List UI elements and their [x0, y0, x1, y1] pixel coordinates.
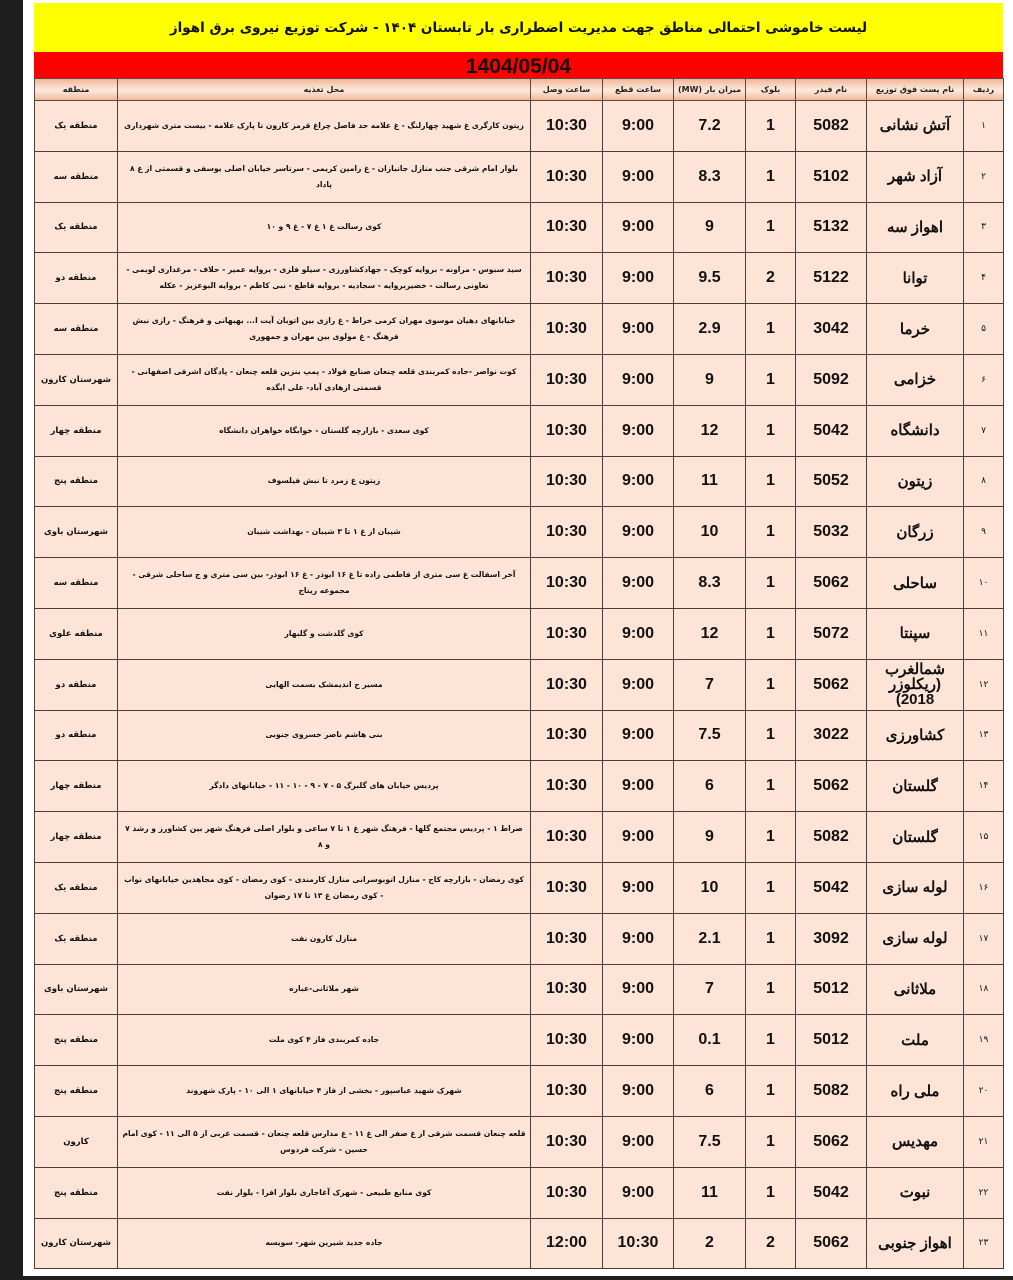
cell-row-no: ۱۶ [964, 862, 1004, 913]
cell-substation: توانا [867, 253, 964, 304]
table-row [35, 1066, 1004, 1117]
cell-block: 1 [746, 558, 796, 609]
cell-feeder: 5062 [796, 1116, 867, 1167]
cell-cut-time: 9:00 [603, 151, 674, 202]
cell-reconnect-time: 10:30 [531, 405, 603, 456]
cell-region: شهرستان کارون [35, 1218, 118, 1269]
cell-cut-time: 9:00 [603, 659, 674, 710]
cell-row-no: ۳ [964, 202, 1004, 253]
table-row [35, 913, 1004, 964]
table-row [35, 1218, 1004, 1269]
cell-feeder: 5052 [796, 456, 867, 507]
cell-reconnect-time: 12:00 [531, 1218, 603, 1269]
cell-row-no: ۱۳ [964, 710, 1004, 761]
cell-location: کوت نواصر -جاده کمربندی قلعه چنعان صنایع فولاد - پمپ بنزین قلعه چنعان - پادگان اشرفی اصفهانی - قسمتی ازهادی آباد- علی ابگده [118, 354, 531, 405]
cell-region: منطقه دو [35, 659, 118, 710]
cell-load-mw: 10 [674, 862, 746, 913]
cell-cut-time: 9:00 [603, 913, 674, 964]
cell-location: مسیر ج اندیمشک بسمت الهایی [118, 659, 531, 710]
cell-region: شهرستان باوی [35, 507, 118, 558]
cell-location: شیبان از غ ۱ تا ۳ شیبان - بهداشت شیبان [118, 507, 531, 558]
cell-cut-time: 9:00 [603, 405, 674, 456]
cell-substation: زرگان [867, 507, 964, 558]
cell-substation: نبوت [867, 1167, 964, 1218]
cell-load-mw: 10 [674, 507, 746, 558]
cell-row-no: ۲۳ [964, 1218, 1004, 1269]
document-page [23, 0, 1013, 1276]
cell-location: کوی گلدشت و گلبهار [118, 608, 531, 659]
table-row [35, 405, 1004, 456]
cell-cut-time: 9:00 [603, 202, 674, 253]
cell-location: منازل کارون نفت [118, 913, 531, 964]
header-substation: نام پست فوق توزیع [867, 79, 964, 101]
table-row [35, 1116, 1004, 1167]
cell-block: 2 [746, 253, 796, 304]
cell-location: صراط ۱ - پردیس مجتمع گلها - فرهنگ شهر غ ۱ تا ۷ ساعی و بلوار اصلی فرهنگ شهر بین کشاورز و رشد ۷ و ۸ [118, 812, 531, 863]
table-row [35, 507, 1004, 558]
cell-substation: ساحلی [867, 558, 964, 609]
document-title: لیست خاموشی احتمالی مناطق جهت مدیریت اضطراری بار تابستان ۱۴۰۴ - شرکت توزیع نیروی برق اهواز [34, 3, 1003, 52]
cell-feeder: 5092 [796, 354, 867, 405]
cell-block: 1 [746, 659, 796, 710]
cell-feeder: 5072 [796, 608, 867, 659]
cell-load-mw: 8.3 [674, 151, 746, 202]
header-row-no: ردیف [964, 79, 1004, 101]
header-block: بلوک [746, 79, 796, 101]
cell-region: شهرستان کارون [35, 354, 118, 405]
cell-reconnect-time: 10:30 [531, 710, 603, 761]
cell-location: کوی منابع طبیعی - شهرک آغاجاری بلوار افرا - بلوار نفت [118, 1167, 531, 1218]
cell-row-no: ۲۲ [964, 1167, 1004, 1218]
cell-cut-time: 10:30 [603, 1218, 674, 1269]
cell-cut-time: 9:00 [603, 710, 674, 761]
cell-feeder: 5082 [796, 812, 867, 863]
cell-block: 1 [746, 1167, 796, 1218]
table-row [35, 253, 1004, 304]
cell-cut-time: 9:00 [603, 507, 674, 558]
cell-load-mw: 9 [674, 202, 746, 253]
cell-block: 1 [746, 1116, 796, 1167]
cell-substation: سپنتا [867, 608, 964, 659]
cell-block: 2 [746, 1218, 796, 1269]
cell-block: 1 [746, 405, 796, 456]
cell-substation: اهواز جنوبی [867, 1218, 964, 1269]
header-region: منطقه [35, 79, 118, 101]
cell-reconnect-time: 10:30 [531, 659, 603, 710]
header-reconnect-time: ساعت وصل [531, 79, 603, 101]
cell-load-mw: 6 [674, 1066, 746, 1117]
cell-block: 1 [746, 608, 796, 659]
cell-cut-time: 9:00 [603, 812, 674, 863]
cell-cut-time: 9:00 [603, 761, 674, 812]
cell-substation: آتش نشانی [867, 101, 964, 152]
cell-substation: کشاورزی [867, 710, 964, 761]
cell-reconnect-time: 10:30 [531, 1066, 603, 1117]
cell-substation: آزاد شهر [867, 151, 964, 202]
outage-table [34, 78, 1004, 1269]
table-row [35, 151, 1004, 202]
cell-block: 1 [746, 913, 796, 964]
cell-reconnect-time: 10:30 [531, 456, 603, 507]
cell-reconnect-time: 10:30 [531, 964, 603, 1015]
table-row [35, 456, 1004, 507]
cell-feeder: 5062 [796, 1218, 867, 1269]
cell-row-no: ۱۷ [964, 913, 1004, 964]
cell-feeder: 5042 [796, 862, 867, 913]
cell-feeder: 5122 [796, 253, 867, 304]
cell-feeder: 3092 [796, 913, 867, 964]
cell-substation: ملی راه [867, 1066, 964, 1117]
table-row [35, 608, 1004, 659]
cell-location: کوی رسالت غ ۱ غ ۷ - غ ۹ و ۱۰ [118, 202, 531, 253]
cell-region: منطقه یک [35, 913, 118, 964]
cell-region: منطقه دو [35, 710, 118, 761]
cell-location: جاده جدید شیرین شهر- سویسه [118, 1218, 531, 1269]
cell-substation: خرما [867, 304, 964, 355]
cell-load-mw: 9 [674, 354, 746, 405]
cell-location: شهرک شهید عباسپور - بخشی از فاز ۴ خیابانهای ۱ الی ۱۰ - پارک شهروند [118, 1066, 531, 1117]
cell-load-mw: 6 [674, 761, 746, 812]
cell-block: 1 [746, 507, 796, 558]
cell-feeder: 5032 [796, 507, 867, 558]
header-load-mw: میزان بار (MW) [674, 79, 746, 101]
header-feeder: نام فیدر [796, 79, 867, 101]
cell-cut-time: 9:00 [603, 101, 674, 152]
cell-substation: گلستان [867, 761, 964, 812]
cell-block: 1 [746, 1066, 796, 1117]
cell-cut-time: 9:00 [603, 354, 674, 405]
cell-cut-time: 9:00 [603, 253, 674, 304]
cell-reconnect-time: 10:30 [531, 812, 603, 863]
cell-location: قلعه چنعان قسمت شرقی از غ صفر الی غ ۱۱ - غ مدارس قلعه چنعان - قسمت غربی از ۵ الی ۱۱ - کوی امام حسین - شرکت فردوس [118, 1116, 531, 1167]
cell-region: منطقه سه [35, 558, 118, 609]
cell-region: منطقه چهار [35, 761, 118, 812]
cell-reconnect-time: 10:30 [531, 1015, 603, 1066]
cell-feeder: 5042 [796, 1167, 867, 1218]
cell-row-no: ۲ [964, 151, 1004, 202]
cell-cut-time: 9:00 [603, 558, 674, 609]
cell-load-mw: 12 [674, 608, 746, 659]
cell-block: 1 [746, 101, 796, 152]
cell-load-mw: 9.5 [674, 253, 746, 304]
cell-reconnect-time: 10:30 [531, 151, 603, 202]
cell-block: 1 [746, 456, 796, 507]
cell-cut-time: 9:00 [603, 1015, 674, 1066]
table-row [35, 862, 1004, 913]
table-row [35, 1167, 1004, 1218]
cell-reconnect-time: 10:30 [531, 608, 603, 659]
cell-row-no: ۴ [964, 253, 1004, 304]
cell-block: 1 [746, 151, 796, 202]
cell-load-mw: 11 [674, 1167, 746, 1218]
cell-reconnect-time: 10:30 [531, 202, 603, 253]
cell-region: منطقه پنج [35, 456, 118, 507]
cell-cut-time: 9:00 [603, 456, 674, 507]
cell-reconnect-time: 10:30 [531, 1167, 603, 1218]
cell-feeder: 3022 [796, 710, 867, 761]
cell-location: آخر اسفالت غ سی متری از فاطمی زاده تا غ ۱۶ ابوذر - غ ۱۶ ابوذر- بین سی متری و ج ساحلی شرقی - مجموعه ریتاج [118, 558, 531, 609]
cell-reconnect-time: 10:30 [531, 354, 603, 405]
cell-region: منطقه یک [35, 101, 118, 152]
cell-cut-time: 9:00 [603, 964, 674, 1015]
cell-region: منطقه پنج [35, 1066, 118, 1117]
cell-block: 1 [746, 812, 796, 863]
table-row [35, 304, 1004, 355]
cell-substation: زیتون [867, 456, 964, 507]
cell-substation: لوله سازی [867, 862, 964, 913]
cell-location: کوی رمضان - بازارچه کاج - منازل اتوبوسرانی منازل کارمندی - کوی رمضان - کوی مجاهدین خیابانهای نواب - کوی رمضان غ ۱۳ تا ۱۷ رضوان [118, 862, 531, 913]
cell-reconnect-time: 10:30 [531, 253, 603, 304]
cell-row-no: ۱۵ [964, 812, 1004, 863]
table-row [35, 812, 1004, 863]
cell-row-no: ۱۹ [964, 1015, 1004, 1066]
cell-substation: دانشگاه [867, 405, 964, 456]
cell-load-mw: 9 [674, 812, 746, 863]
table-row [35, 964, 1004, 1015]
cell-load-mw: 7.5 [674, 1116, 746, 1167]
cell-cut-time: 9:00 [603, 1116, 674, 1167]
cell-row-no: ۹ [964, 507, 1004, 558]
cell-location: سید سبوس - مراونه - بروایه کوچک - جهادکشاورزی - سیلو فلزی - بروایه عمیر - حلاف - مرغداری لوبمی - تعاونی رسالت - خضیربروایه - سجادیه - بروایه قاطع - نبی کاظم - بروایه البوعزیز - عکله [118, 253, 531, 304]
cell-load-mw: 0.1 [674, 1015, 746, 1066]
cell-substation: اهواز سه [867, 202, 964, 253]
cell-block: 1 [746, 202, 796, 253]
cell-location: زیتون غ زمرد تا نبش فیلسوف [118, 456, 531, 507]
cell-row-no: ۱۲ [964, 659, 1004, 710]
cell-location: کوی سعدی - بازارچه گلستان - خوابگاه خواهران دانشگاه [118, 405, 531, 456]
cell-load-mw: 7.2 [674, 101, 746, 152]
cell-block: 1 [746, 710, 796, 761]
cell-location: پردیس خیابان های گلبرگ ۵ - ۷ - ۹ - ۱۰ - ۱۱ - خیابانهای دادگر [118, 761, 531, 812]
cell-row-no: ۱۸ [964, 964, 1004, 1015]
cell-region: منطقه سه [35, 304, 118, 355]
cell-cut-time: 9:00 [603, 608, 674, 659]
table-row [35, 761, 1004, 812]
table-row [35, 354, 1004, 405]
cell-region: منطقه یک [35, 202, 118, 253]
cell-row-no: ۵ [964, 304, 1004, 355]
cell-feeder: 5132 [796, 202, 867, 253]
cell-feeder: 5082 [796, 1066, 867, 1117]
cell-cut-time: 9:00 [603, 304, 674, 355]
cell-block: 1 [746, 862, 796, 913]
cell-load-mw: 2.9 [674, 304, 746, 355]
cell-substation: گلستان [867, 812, 964, 863]
cell-substation: شمالغرب (ریکلوزر 2018) [867, 659, 964, 710]
outage-schedule-sheet [34, 3, 1003, 1269]
cell-reconnect-time: 10:30 [531, 101, 603, 152]
table-row [35, 558, 1004, 609]
cell-location: جاده کمربندی فاز ۴ کوی ملت [118, 1015, 531, 1066]
cell-region: منطقه یک [35, 862, 118, 913]
cell-load-mw: 7 [674, 964, 746, 1015]
cell-substation: ملت [867, 1015, 964, 1066]
cell-row-no: ۱ [964, 101, 1004, 152]
cell-cut-time: 9:00 [603, 1066, 674, 1117]
cell-block: 1 [746, 761, 796, 812]
cell-region: منطقه پنج [35, 1015, 118, 1066]
cell-load-mw: 12 [674, 405, 746, 456]
schedule-date: 1404/05/04 [34, 52, 1003, 78]
cell-feeder: 5042 [796, 405, 867, 456]
cell-block: 1 [746, 1015, 796, 1066]
cell-load-mw: 2 [674, 1218, 746, 1269]
cell-load-mw: 7.5 [674, 710, 746, 761]
table-row [35, 101, 1004, 152]
cell-feeder: 5082 [796, 101, 867, 152]
cell-row-no: ۱۰ [964, 558, 1004, 609]
table-row [35, 659, 1004, 710]
cell-location: خیابانهای دهیان موسوی مهران کرمی خراط - غ رازی بین اتوبان آیت ا... بهبهانی و فرهنگ - رازی نبش فرهنگ - غ مولوی بین مهران و جمهوری [118, 304, 531, 355]
cell-cut-time: 9:00 [603, 862, 674, 913]
table-header-row [35, 79, 1004, 101]
cell-feeder: 3042 [796, 304, 867, 355]
cell-reconnect-time: 10:30 [531, 862, 603, 913]
cell-reconnect-time: 10:30 [531, 558, 603, 609]
cell-feeder: 5062 [796, 761, 867, 812]
cell-reconnect-time: 10:30 [531, 304, 603, 355]
table-row [35, 202, 1004, 253]
cell-row-no: ۲۰ [964, 1066, 1004, 1117]
cell-location: بلوار امام شرقی جنب منازل جانبازان - غ رامین کریمی - سرتاسر خیابان اصلی یوسفی و قسمتی از غ ۸ پاداد [118, 151, 531, 202]
cell-block: 1 [746, 354, 796, 405]
cell-row-no: ۷ [964, 405, 1004, 456]
cell-cut-time: 9:00 [603, 1167, 674, 1218]
cell-substation: ملاثانی [867, 964, 964, 1015]
cell-load-mw: 7 [674, 659, 746, 710]
cell-row-no: ۲۱ [964, 1116, 1004, 1167]
cell-location: شهر ملاثانی-عباره [118, 964, 531, 1015]
cell-load-mw: 2.1 [674, 913, 746, 964]
cell-location: بنی هاشم ناصر خسروی جنوبی [118, 710, 531, 761]
cell-substation: لوله سازی [867, 913, 964, 964]
cell-block: 1 [746, 964, 796, 1015]
cell-load-mw: 11 [674, 456, 746, 507]
cell-region: منطقه علوی [35, 608, 118, 659]
cell-row-no: ۸ [964, 456, 1004, 507]
cell-reconnect-time: 10:30 [531, 913, 603, 964]
cell-region: کارون [35, 1116, 118, 1167]
cell-feeder: 5012 [796, 1015, 867, 1066]
cell-row-no: ۱۱ [964, 608, 1004, 659]
cell-region: شهرستان باوی [35, 964, 118, 1015]
cell-reconnect-time: 10:30 [531, 507, 603, 558]
cell-region: منطقه سه [35, 151, 118, 202]
header-cut-time: ساعت قطع [603, 79, 674, 101]
cell-substation: خزامی [867, 354, 964, 405]
cell-row-no: ۶ [964, 354, 1004, 405]
cell-region: منطقه چهار [35, 812, 118, 863]
cell-row-no: ۱۴ [964, 761, 1004, 812]
cell-reconnect-time: 10:30 [531, 1116, 603, 1167]
cell-feeder: 5062 [796, 659, 867, 710]
table-row [35, 710, 1004, 761]
cell-feeder: 5102 [796, 151, 867, 202]
table-row [35, 1015, 1004, 1066]
cell-reconnect-time: 10:30 [531, 761, 603, 812]
cell-feeder: 5062 [796, 558, 867, 609]
cell-block: 1 [746, 304, 796, 355]
cell-load-mw: 8.3 [674, 558, 746, 609]
cell-region: منطقه چهار [35, 405, 118, 456]
cell-substation: مهدیس [867, 1116, 964, 1167]
header-location: محل تغذیه [118, 79, 531, 101]
cell-region: منطقه پنج [35, 1167, 118, 1218]
cell-region: منطقه دو [35, 253, 118, 304]
cell-feeder: 5012 [796, 964, 867, 1015]
cell-location: زیتون کارگری غ شهید چهارلنگ - غ علامه حد فاصل چراغ قرمز کارون تا پارک علامه - بیست متری شهرداری [118, 101, 531, 152]
